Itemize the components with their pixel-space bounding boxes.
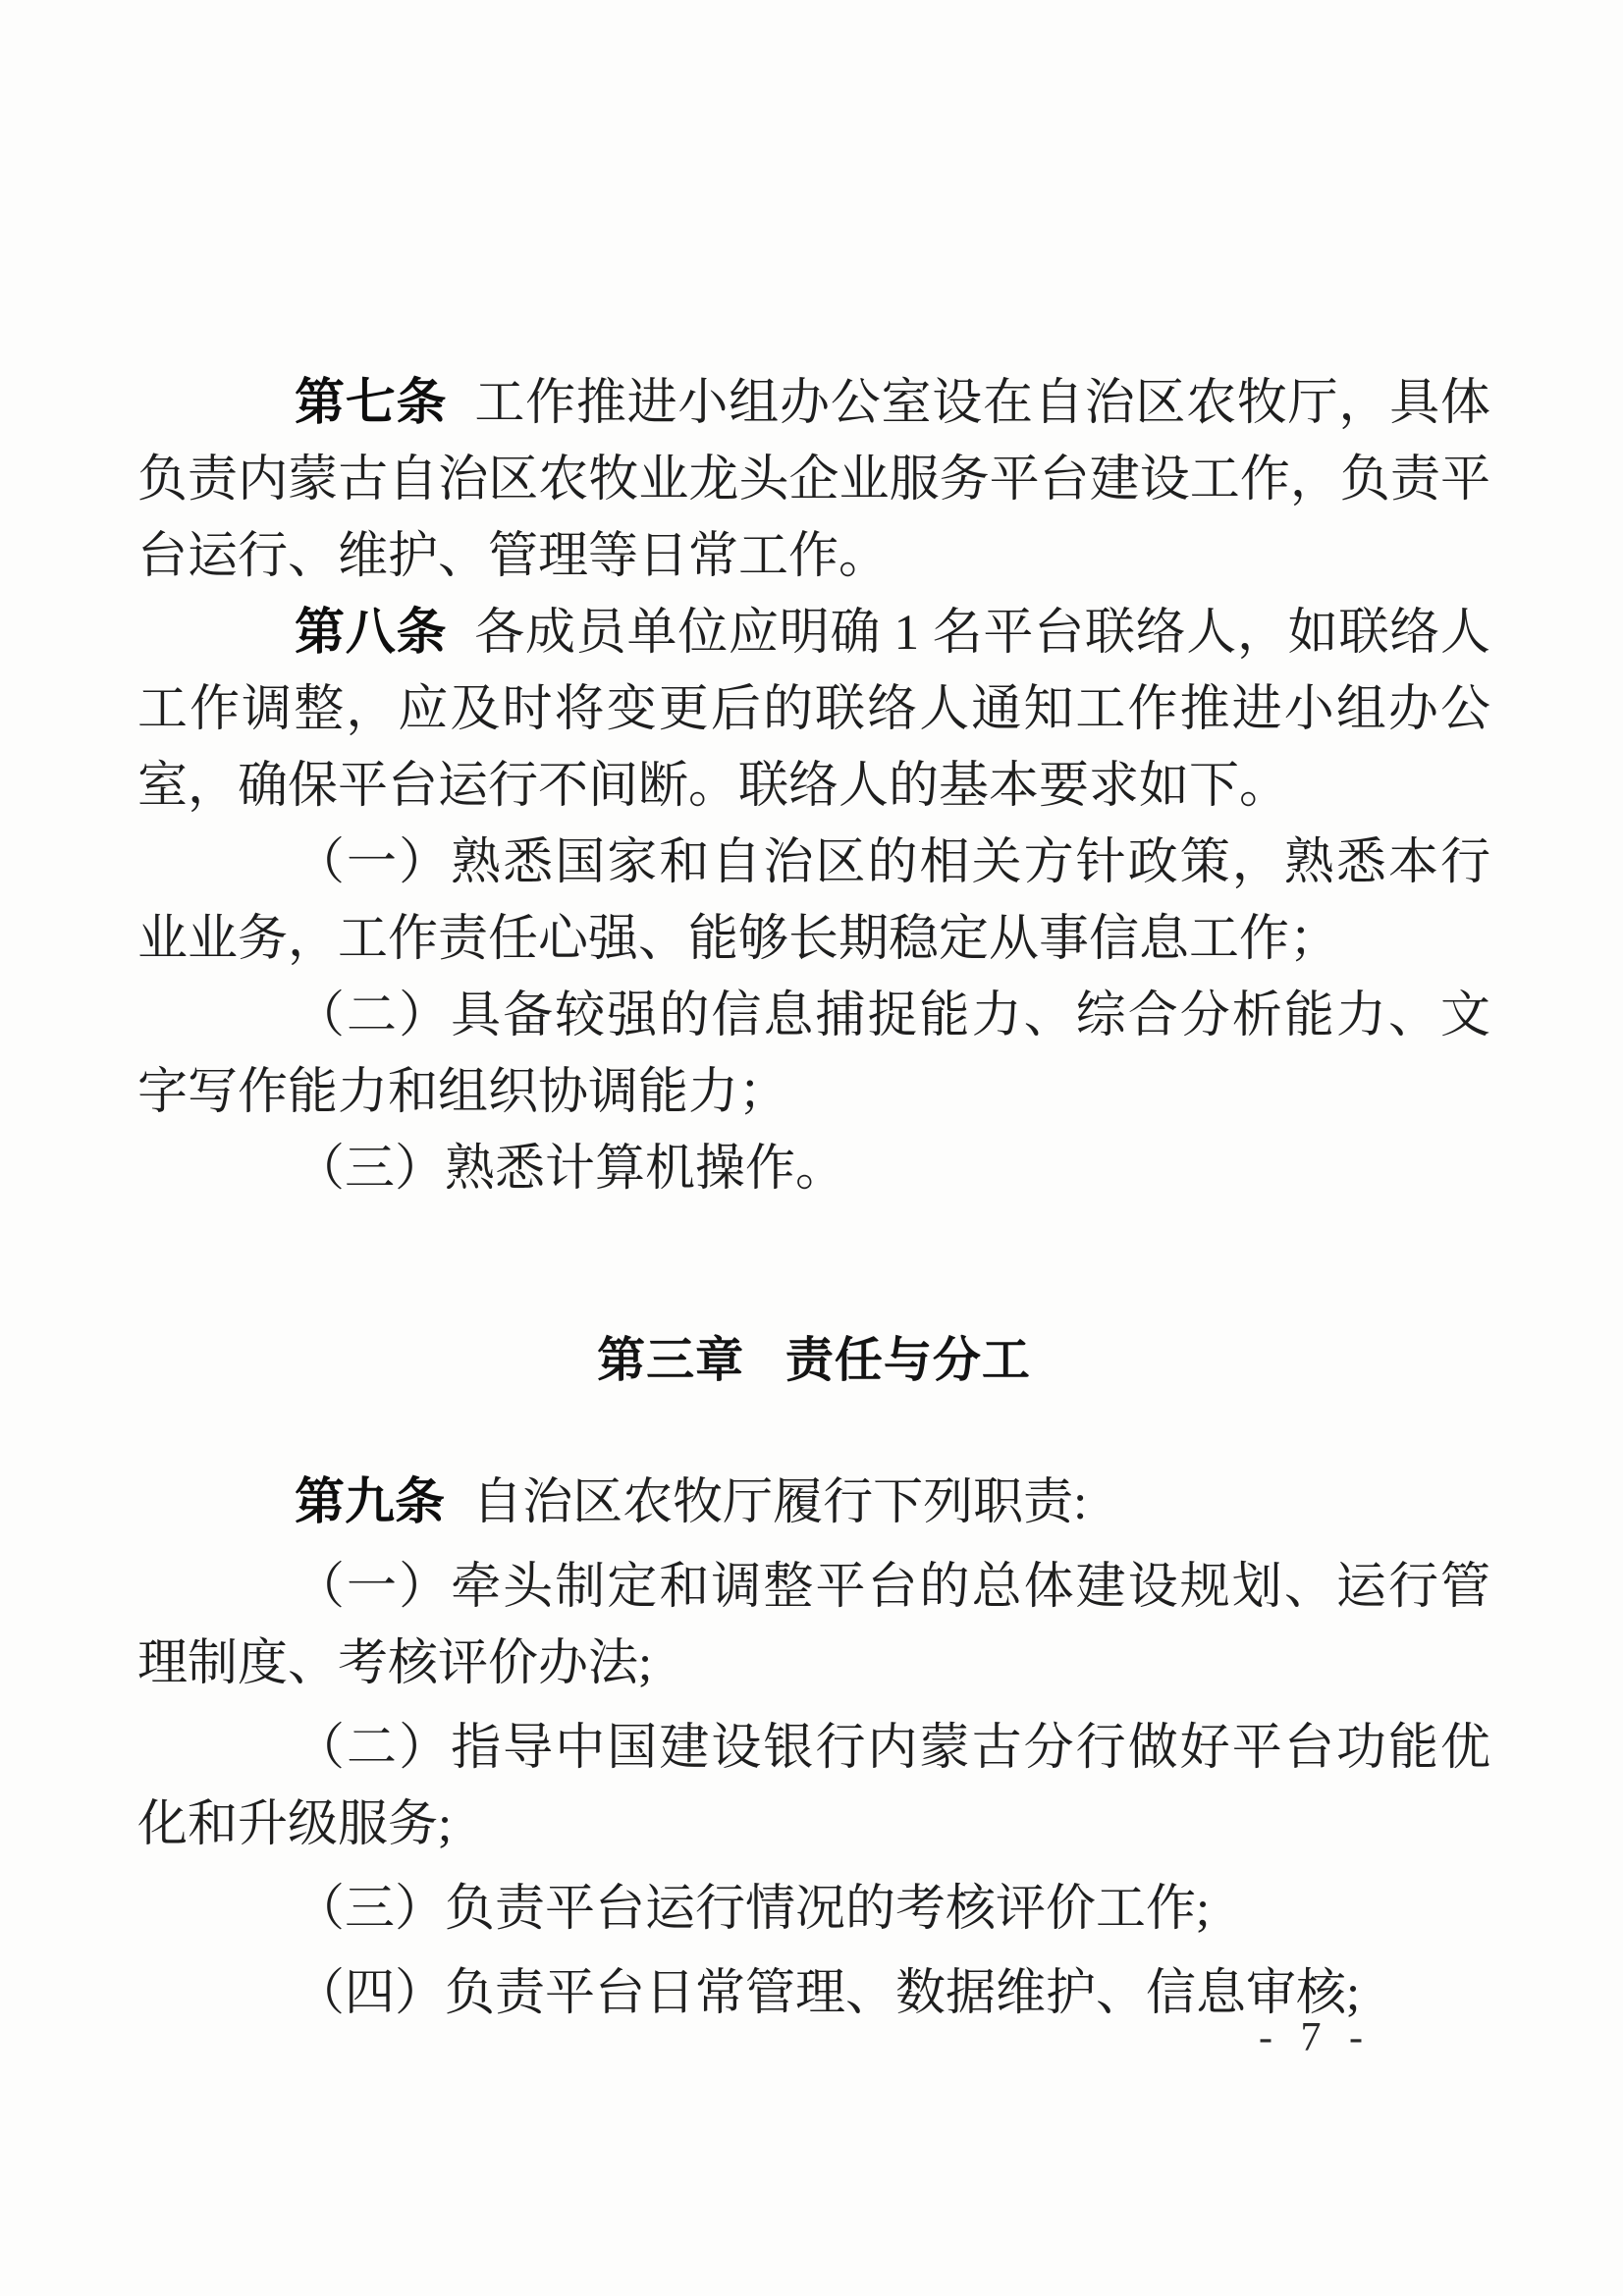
paragraph-text: 自治区农牧厅履行下列职责:	[472, 1475, 1088, 1530]
duty-item-2	[137, 1710, 1490, 1863]
list-item-2	[137, 978, 1490, 1131]
article-number-label: 第七条	[295, 376, 448, 431]
chapter-title: 责任与分工	[784, 1334, 1031, 1387]
paragraph-text: （二）指导中国建设银行内蒙古分行做好平台功能优化和升级服务;	[137, 1721, 1490, 1852]
paragraph-text: （一）牵头制定和调整平台的总体建设规划、运行管理制度、考核评价办法;	[137, 1560, 1490, 1691]
list-item-1	[137, 825, 1490, 978]
article-number-label: 第八条	[295, 606, 448, 661]
duty-item-3	[137, 1871, 1490, 1948]
list-item-3	[137, 1131, 1490, 1207]
paragraph-text: （三）熟悉计算机操作。	[295, 1142, 846, 1197]
article-paragraph-8	[137, 595, 1490, 825]
paragraph-text: 工作推进小组办公室设在自治区农牧厅，具体负责内蒙古自治区农牧业龙头企业服务平台建设工作，负责平台运行、维护、管理等日常工作。	[137, 376, 1490, 584]
article-paragraph-9	[137, 1465, 1490, 1541]
paragraph-text: 各成员单位应明确 1 名平台联络人，如联络人工作调整，应及时将变更后的联络人通知工作推进小组办公室，确保平台运行不间断。联络人的基本要求如下。	[137, 606, 1490, 814]
page-number: - 7 -	[1259, 2015, 1372, 2060]
article-paragraph-7	[137, 365, 1490, 595]
chapter-heading	[137, 1321, 1490, 1400]
article-number-label: 第九条	[295, 1475, 446, 1530]
paragraph-text: （四）负责平台日常管理、数据维护、信息审核;	[295, 1966, 1361, 2021]
document-content	[137, 365, 1490, 2040]
paragraph-text: （一）熟悉国家和自治区的相关方针政策，熟悉本行业业务，工作责任心强、能够长期稳定从事信息工作；	[137, 835, 1490, 967]
paragraph-text: （二）具备较强的信息捕捉能力、综合分析能力、文字写作能力和组织协调能力；	[137, 988, 1490, 1120]
chapter-number: 第三章	[597, 1334, 745, 1387]
duty-item-1	[137, 1549, 1490, 1702]
paragraph-text: （三）负责平台运行情况的考核评价工作;	[295, 1882, 1211, 1937]
